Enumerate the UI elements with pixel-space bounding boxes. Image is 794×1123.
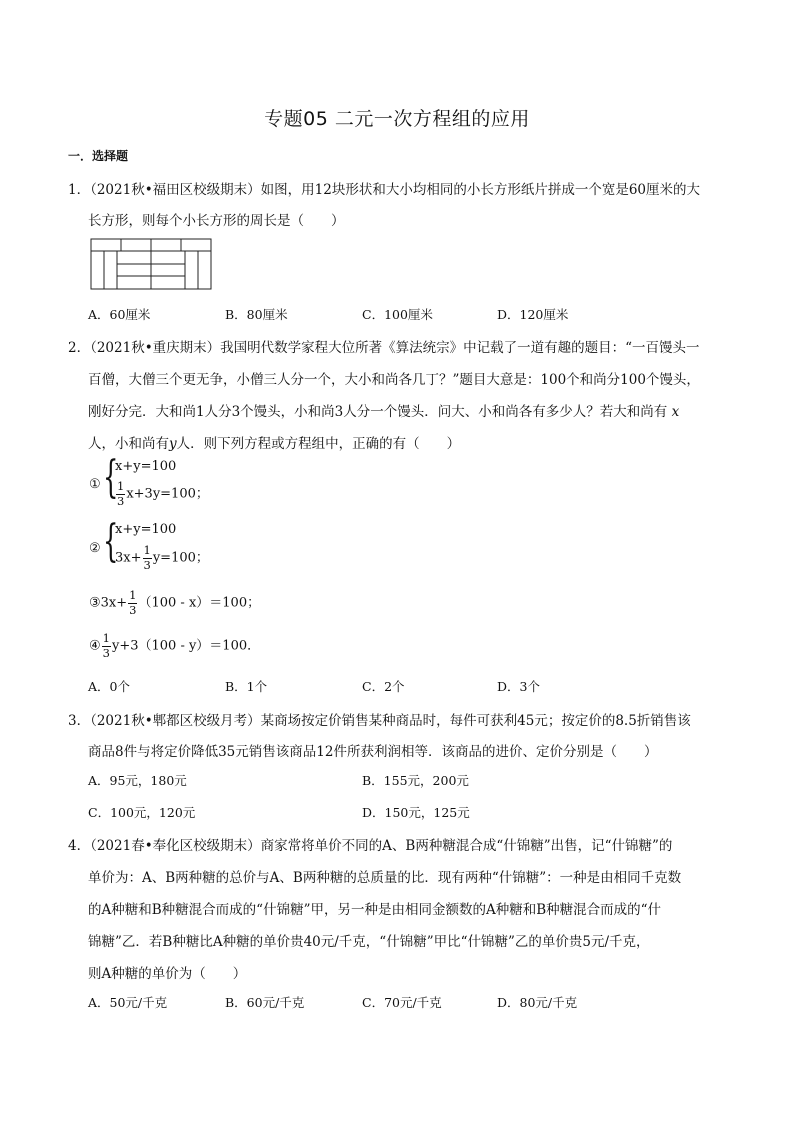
q1-line-1: 1．（2021秋•福田区校级期末）如图，用12块形状和大小均相同的小长方形纸片拼成一个宽是60厘米的大 — [68, 182, 701, 198]
q3-option-a: A．95元，180元 — [88, 773, 187, 788]
eq1-top: x+y=100 — [115, 459, 177, 474]
eq4: ④ $\frac{1}{3}$ y+3（100 - y）＝100． — [89, 631, 261, 660]
q4-line-5: 则A种糖的单价为（ ） — [88, 966, 247, 982]
q1-option-d: D．120厘米 — [497, 307, 569, 322]
eq2-top: x+y=100 — [115, 522, 177, 537]
q4-line-4: 锦糖”乙．若B种糖比A种糖的单价贵40元/千克，“什锦糖”甲比“什锦糖”乙的单价贵5元/千克， — [88, 934, 650, 950]
eq2-marker: ② — [89, 541, 101, 556]
q4-option-b: B．60元/千克 — [225, 995, 305, 1010]
q1-option-a: A．60厘米 — [88, 307, 151, 322]
q4-option-d: D．80元/千克 — [497, 995, 578, 1010]
q3-option-d: D．150元，125元 — [362, 805, 470, 820]
q2-line-1: 2．（2021秋•重庆期末）我国明代数学家程大位所著《算法统宗》中记载了一道有趣的题目：“一百馒头一 — [68, 340, 700, 356]
eq1-brace: { — [103, 452, 119, 503]
eq2-bottom: 3x+ $\frac{1}{3}$ y=100； — [115, 543, 209, 572]
section-heading: 一．选择题 — [68, 149, 129, 163]
eq1-bottom: $\frac{1}{3}$ x+3y=100； — [117, 479, 209, 508]
q1-option-b: B．80厘米 — [225, 307, 288, 322]
q3-line-1: 3．（2021秋•郫都区校级月考）某商场按定价销售某种商品时，每件可获利45元；按定价的8.5折销售该 — [68, 713, 691, 729]
q2-line-4: 人，小和尚有y人．则下列方程或方程组中，正确的有（ ） — [88, 436, 461, 452]
rectangle-tiling-figure — [90, 238, 212, 290]
eq1-marker: ① — [89, 477, 101, 492]
q4-line-1: 4．（2021春•奉化区校级期末）商家常将单价不同的A、B两种糖混合成“什锦糖”出售，记“什锦糖”的 — [68, 838, 673, 854]
q4-option-a: A．50元/千克 — [88, 995, 168, 1010]
q3-option-b: B．155元，200元 — [362, 773, 469, 788]
q2-line-2: 百僧，大僧三个更无争，小僧三人分一个，大小和尚各几丁？”题目大意是：100个和尚分100个馒头， — [88, 372, 700, 388]
q4-option-c: C．70元/千克 — [362, 995, 442, 1010]
eq2-brace: { — [103, 516, 119, 567]
q2-option-c: C．2个 — [362, 679, 405, 694]
q4-line-2: 单价为：A、B两种糖的总价与A、B两种糖的总质量的比．现有两种“什锦糖”：一种是由相同千克数 — [88, 870, 682, 886]
page-title: 专题05 二元一次方程组的应用 — [264, 108, 530, 130]
q1-option-c: C．100厘米 — [362, 307, 433, 322]
q4-line-3: 的A种糖和B种糖混合而成的“什锦糖”甲，另一种是由相同金额数的A种糖和B种糖混合而成的“什 — [88, 902, 662, 918]
q1-line-2: 长方形，则每个小长方形的周长是（ ） — [88, 213, 345, 229]
q3-line-2: 商品8件与将定价降低35元销售该商品12件所获利润相等．该商品的进价、定价分别是（ ） — [88, 744, 658, 760]
q3-option-c: C．100元，120元 — [88, 805, 196, 820]
q2-line-3: 刚好分完．大和尚1人分3个馒头，小和尚3人分一个馒头．问大、小和尚各有多少人？若大和尚有 x — [88, 404, 680, 420]
q2-option-a: A．0个 — [88, 679, 130, 694]
q2-option-d: D．3个 — [497, 679, 540, 694]
q2-option-b: B．1个 — [225, 679, 268, 694]
eq3: ③3x+ $\frac{1}{3}$ （100 - x）＝100； — [89, 588, 261, 617]
